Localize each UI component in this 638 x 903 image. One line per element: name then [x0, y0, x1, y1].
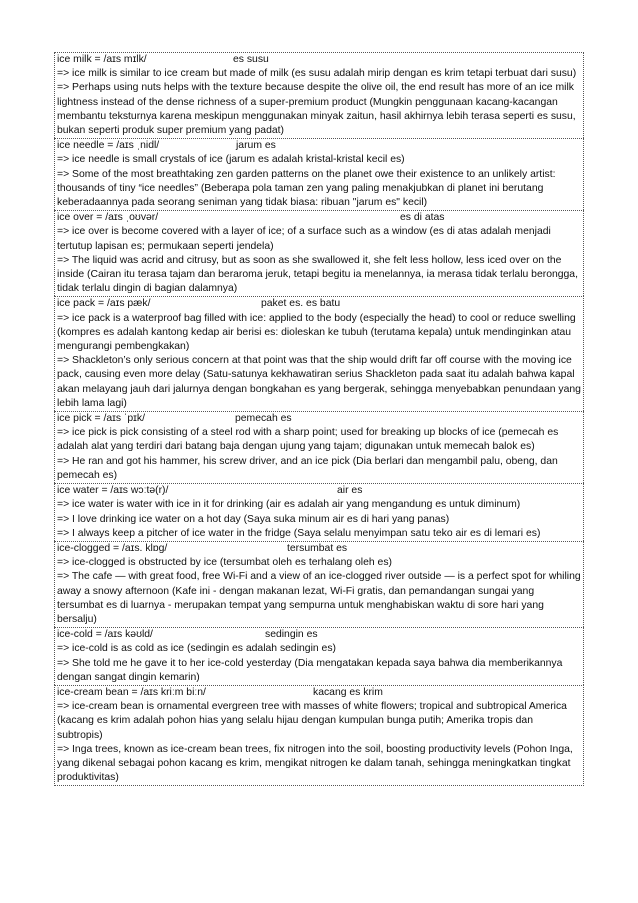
- entry-line: => ice water is water with ice in it for drinking (air es adalah air yang mengandung es untuk diminum): [57, 499, 521, 511]
- entry-translation: air es: [337, 485, 363, 497]
- entry-head: [57, 211, 581, 225]
- entry-ice-pick: [54, 411, 584, 483]
- entry-line: => She told me he gave it to her ice-cold yesterday (Dia mengatakan kepada saya bahwa dia memberikannya dengan sangat dingin kemarin): [57, 657, 563, 683]
- entry-head: [57, 628, 581, 642]
- entry-ice-needle: [54, 138, 584, 210]
- entry-ice-clogged: [54, 541, 584, 627]
- entry-head: [57, 139, 581, 153]
- entry-line: => ice over is become covered with a layer of ice; of a surface such as a window (es di atas adalah menjadi tertutup lapisan es; permukaan seperti jendela): [57, 226, 551, 252]
- entry-ice-pack: [54, 296, 584, 411]
- entry-head: [57, 542, 581, 556]
- entry-line: => ice-cream bean is ornamental evergreen tree with masses of white flowers; tropical and subtropical America (kacang es krim adalah pohon hias yang selalu hijau dengan kumpulan bunga putih; Amerika tropis dan subtropis): [57, 701, 567, 741]
- entry-line: => Shackleton’s only serious concern at that point was that the ship would drift far off course with the moving ice pack, causing even more delay (Satu-satunya kekhawatiran serius Shackleton pada saat itu adalah bahwa kapal akan melayang jauh dari jalurnya dengan bongkahan es yang bergerak, sehingga menyebabkan penundaan yang lebih lama lagi): [57, 355, 581, 409]
- entry-translation: es susu: [233, 54, 269, 65]
- entry-line: => The cafe — with great food, free Wi-Fi and a view of an ice-clogged river outside — is a perfect spot for whiling away a snowy afternoon (Kafe ini - dengan makanan lezat, Wi-Fi gratis, dan pemandangan sungai yang tersumbat es di luarnya - merupakan tempat yang sempurna untuk menghabiskan waktu di sore hari yang bersalju): [57, 571, 581, 625]
- entry-translation: kacang es krim: [313, 686, 383, 698]
- entry-head: [57, 412, 581, 426]
- entry-line: => I always keep a pitcher of ice water in the fridge (Saya selalu menyimpan satu teko air es di lemari es): [57, 527, 541, 539]
- entry-ice-water: [54, 483, 584, 541]
- entry-line: => ice pack is a waterproof bag filled with ice: applied to the body (especially the head) to cool or reduce swelling (kompres es adalah kantong kedap air berisi es: dioleskan ke tubuh (terutama kepala) untuk mendinginkan atau mengurangi pembengkakan): [57, 312, 576, 353]
- entry-translation: pemecah es: [235, 413, 292, 425]
- entry-term: ice-clogged = /aɪs. klɒg/: [57, 542, 168, 554]
- entry-ice-over: [54, 210, 584, 296]
- entry-head: [57, 686, 581, 700]
- entry-line: => ice pick is pick consisting of a steel rod with a sharp point; used for breaking up blocks of ice (pemecah es adalah alat yang terdiri dari batang baja dengan ujung yang tajam; digunakan untuk memecah balok es): [57, 427, 559, 453]
- dictionary-page: [54, 52, 584, 786]
- entry-line: => ice-cold is as cold as ice (sedingin es adalah sedingin es): [57, 643, 336, 655]
- entry-line: => ice-clogged is obstructed by ice (tersumbat oleh es terhalang oleh es): [57, 557, 392, 569]
- entry-line: => Inga trees, known as ice-cream bean trees, fix nitrogen into the soil, boosting productivity levels (Pohon Inga, yang dikenal sebagai pohon kacang es krim, mengikat nitrogen ke dalam tanah, sehingga meningkatkan tingkat produktivitas): [57, 743, 573, 784]
- entry-head: [57, 53, 581, 67]
- entry-line: => The liquid was acrid and citrusy, but as soon as she swallowed it, she felt less hollow, less iced over on the inside (Cairan itu terasa tajam dan beraroma jeruk, tetapi begitu ia menelannya, ia merasa tidak terlalu berongga, tidak terlalu dingin di bagian dalamnya): [57, 254, 578, 295]
- entry-ice-cream-bean: [54, 685, 584, 786]
- entry-line: => I love drinking ice water on a hot day (Saya suka minum air es di hari yang panas): [57, 513, 450, 525]
- entry-ice-cold: [54, 627, 584, 685]
- entry-term: ice water = /aɪs wɔːtə(r)/: [57, 485, 169, 497]
- entry-line: => ice needle is small crystals of ice (jarum es adalah kristal-kristal kecil es): [57, 154, 405, 166]
- entry-term: ice pick = /aɪs ˈpɪk/: [57, 413, 145, 425]
- entry-ice-milk: [54, 52, 584, 138]
- entry-head: [57, 297, 581, 311]
- entry-head: [57, 484, 581, 498]
- entry-term: ice-cold = /aɪs kəʊld/: [57, 629, 153, 641]
- entry-translation: paket es. es batu: [261, 298, 341, 310]
- entry-term: ice milk = /aɪs mɪlk/: [57, 54, 147, 65]
- entry-translation: es di atas: [400, 212, 445, 224]
- entry-translation: jarum es: [236, 140, 276, 152]
- entry-translation: tersumbat es: [287, 542, 348, 554]
- entry-line: => Perhaps using nuts helps with the texture because despite the olive oil, the end result has more of an ice milk lightness instead of the dense richness of a super-premium product (Mungkin penggunaan kacang-kacangan membantu teksturnya karena meskipun menggunakan minyak zaitun, hasil akhirnya lebih terasa seperti es susu, bukan seperti produk super premium yang padat): [57, 82, 576, 137]
- entry-translation: sedingin es: [265, 629, 318, 641]
- entry-term: ice over = /aɪs ˌoʊvər/: [57, 212, 159, 224]
- entry-line: => ice milk is similar to ice cream but made of milk (es susu adalah mirip dengan es krim tetapi terbuat dari susu): [57, 68, 577, 80]
- entry-term: ice-cream bean = /aɪs kriːm biːn/: [57, 686, 206, 698]
- entry-term: ice pack = /aɪs pæk/: [57, 298, 151, 310]
- entry-line: => Some of the most breathtaking zen garden patterns on the planet owe their existence to an unlikely artist: thousands of tiny “ice needles” (Beberapa pola taman zen yang paling menakjubkan di planet ini berutang keberadaannya pada seorang seniman yang tidak biasa: ribuan "jarum es" kecil): [57, 168, 556, 209]
- entry-term: ice needle = /aɪs ˌnidl/: [57, 140, 160, 152]
- entry-line: => He ran and got his hammer, his screw driver, and an ice pick (Dia berlari dan mengambil palu, obeng, dan pemecah es): [57, 455, 558, 481]
